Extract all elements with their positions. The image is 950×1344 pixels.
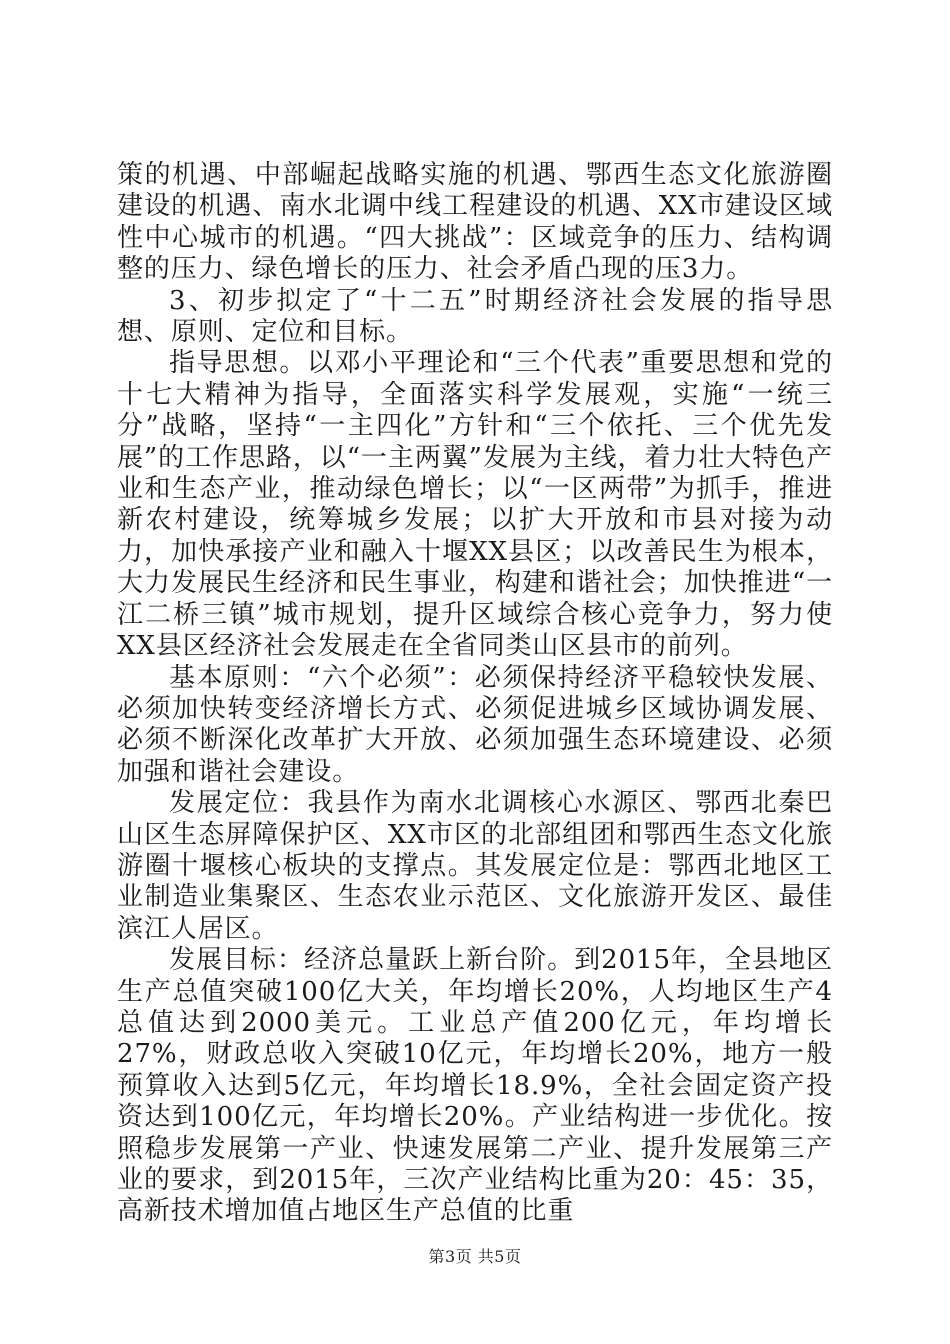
paragraph-section-3-heading: 3、初步拟定了“十二五”时期经济社会发展的指导思想、原则、定位和目标。 bbox=[117, 285, 833, 348]
page-number-footer: 第3页 共5页 bbox=[428, 1247, 522, 1266]
paragraph-basic-principles: 基本原则：“六个必须”：必须保持经济平稳较快发展、必须加快转变经济增长方式、必须促进城乡区域协调发展、必须不断深化改革扩大开放、必须加强生态环境建设、必须加强和谐社会建设。 bbox=[117, 662, 833, 787]
paragraph-development-goals: 发展目标：经济总量跃上新台阶。到2015年，全县地区生产总值突破100亿大关，年均增长20%，人均地区生产4总值达到2000美元。工业总产值200亿元，年均增长27%，财政总收入突破10亿元，年均增长20%，地方一般预算收入达到5亿元，年均增长18.9%，全社会固定资产投资达到100亿元，年均增长20%。产业结构进一步优化。按照稳步发展第一产业、快速发展第二产业、提升发展第三产业的要求，到2015年，三次产业结构比重为20：45：35，高新技术增加值占地区生产总值的比重 bbox=[117, 945, 833, 1227]
paragraph-development-positioning: 发展定位：我县作为南水北调核心水源区、鄂西北秦巴山区生态屏障保护区、XX市区的北部组团和鄂西生态文化旅游圈十堰核心板块的支撑点。其发展定位是：鄂西北地区工业制造业集聚区、生态农业示范区、文化旅游开发区、最佳滨江人居区。 bbox=[117, 788, 833, 944]
paragraph-opportunities-challenges: 策的机遇、中部崛起战略实施的机遇、鄂西生态文化旅游圈建设的机遇、南水北调中线工程建设的机遇、XX市建设区域性中心城市的机遇。“四大挑战”：区域竞争的压力、结构调整的压力、绿色增长的压力、社会矛盾凸现的压3力。 bbox=[117, 160, 833, 285]
body-text bbox=[117, 160, 833, 1228]
paragraph-guiding-ideology: 指导思想。以邓小平理论和“三个代表”重要思想和党的十七大精神为指导，全面落实科学发展观，实施“一统三分”战略，坚持“一主四化”方针和“三个依托、三个优先发展”的工作思路，以“一主两翼”发展为主线，着力壮大特色产业和生态产业，推动绿色增长；以“一区两带”为抓手，推进新农村建设，统筹城乡发展；以扩大开放和市县对接为动力，加快承接产业和融入十堰XX县区；以改善民生为根本，大力发展民生经济和民生事业，构建和谐社会；加快推进“一江二桥三镇”城市规划，提升区域综合核心竞争力，努力使XX县区经济社会发展走在全省同类山区县市的前列。 bbox=[117, 348, 833, 662]
